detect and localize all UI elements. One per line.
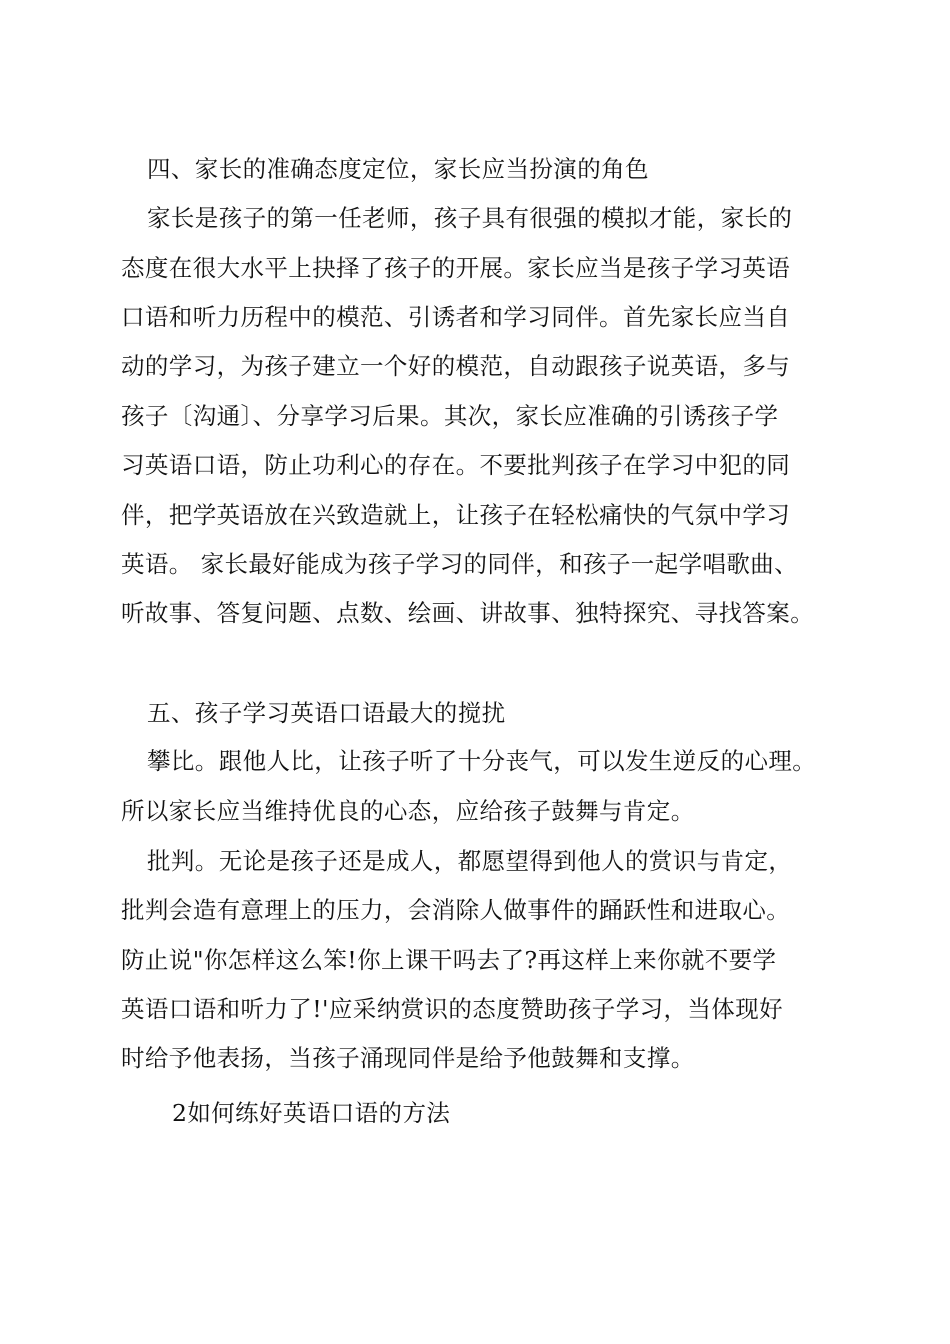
section-heading-4: 四、家长的准确态度定位，家长应当扮演的角色	[147, 155, 649, 183]
section-heading-5: 五、孩子学习英语口语最大的搅扰	[147, 699, 506, 727]
paragraph-line: 时给予他表扬，当孩子涌现同伴是给予他鼓舞和支撑。	[121, 1044, 695, 1072]
paragraph-line: 批判。无论是孩子还是成人，都愿望得到他人的赏识与肯定，	[147, 847, 793, 875]
paragraph-line: 英语。 家长最好能成为孩子学习的同伴，和孩子一起学唱歌曲、	[121, 550, 799, 578]
paragraph-line: 听故事、答复问题、点数、绘画、讲故事、独特探究、寻找答案。	[121, 599, 815, 627]
paragraph-line: 家长是孩子的第一任老师，孩子具有很强的模拟才能，家长的	[147, 204, 793, 232]
paragraph-line: 所以家长应当维持优良的心态，应给孩子鼓舞与肯定。	[121, 797, 695, 825]
subsection-heading: 2如何练好英语口语的方法	[172, 1099, 451, 1127]
paragraph-line: 英语口语和听力了!'应采纳赏识的态度赞助孩子学习，当体现好	[121, 995, 784, 1023]
paragraph-line: 攀比。跟他人比，让孩子听了十分丧气，可以发生逆反的心理。	[147, 747, 817, 775]
paragraph-line: 动的学习，为孩子建立一个好的模范，自动跟孩子说英语，多与	[121, 352, 791, 380]
paragraph-line: 批判会造有意理上的压力，会消除人做事件的踊跃性和进取心。	[121, 896, 791, 924]
paragraph-line: 防止说"你怎样这么笨!你上课干吗去了?再这样上来你就不要学	[121, 946, 777, 974]
paragraph-line: 习英语口语，防止功利心的存在。不要批判孩子在学习中犯的同	[121, 451, 791, 479]
paragraph-line: 口语和听力历程中的模范、引诱者和学习同伴。首先家长应当自	[121, 303, 791, 331]
paragraph-line: 态度在很大水平上抉择了孩子的开展。家长应当是孩子学习英语	[121, 254, 791, 282]
paragraph-line: 孩子〔沟通〕、分享学习后果。其次，家长应准确的引诱孩子学	[121, 402, 779, 430]
paragraph-line: 伴，把学英语放在兴致造就上，让孩子在轻松痛快的气氛中学习	[121, 501, 791, 529]
